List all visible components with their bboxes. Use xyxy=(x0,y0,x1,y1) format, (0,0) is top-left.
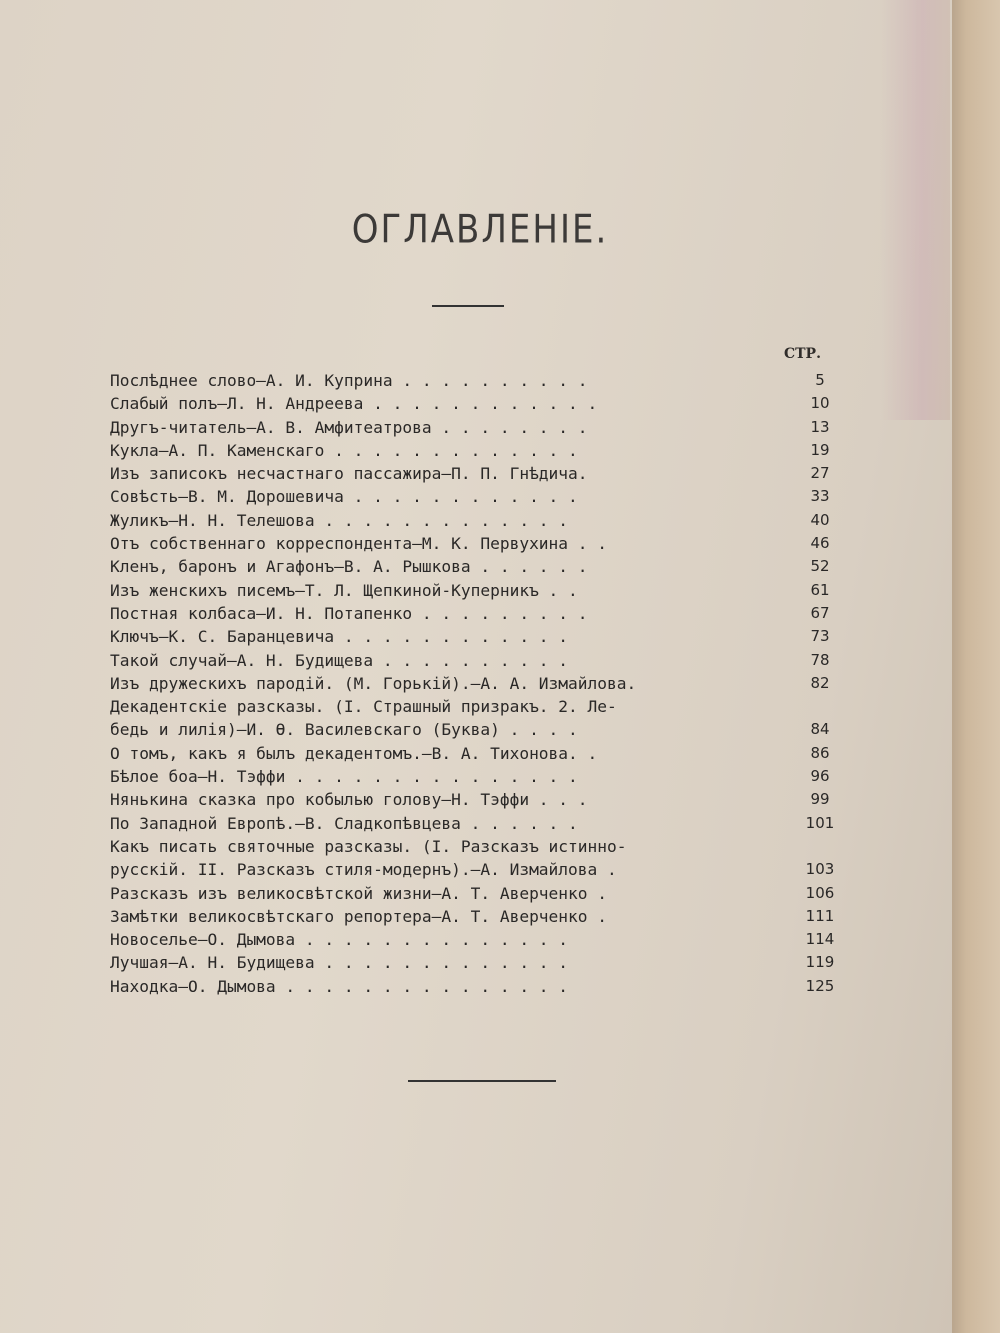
toc-entry-title: Бѣлое боа—Н. Тэффи . . . . . . . . . . . . . . . xyxy=(110,767,578,787)
toc-entry xyxy=(110,439,850,462)
toc-entry xyxy=(110,718,850,741)
toc-entry-page: 86 xyxy=(810,743,830,762)
toc-entry xyxy=(110,765,850,788)
toc-entry-page: 10 xyxy=(810,394,830,413)
toc-entry xyxy=(110,858,850,881)
toc-entry-page: 27 xyxy=(810,464,830,483)
toc-entry-page: 61 xyxy=(810,580,830,599)
toc-entry-title: Жуликъ—Н. Н. Телешова . . . . . . . . . . . . . xyxy=(110,510,569,530)
toc-entry xyxy=(110,672,850,695)
toc-entry xyxy=(110,369,850,392)
page-edge xyxy=(952,0,1000,1333)
toc-entry xyxy=(110,928,850,951)
toc-entry-title: Послѣднее слово—А. И. Куприна . . . . . . . . . . xyxy=(110,371,588,390)
table-of-contents xyxy=(110,369,850,998)
toc-entry-page: 96 xyxy=(810,767,830,786)
toc-entry-page: 103 xyxy=(805,860,835,879)
toc-entry-page: 5 xyxy=(815,371,825,389)
toc-entry-title: Изъ дружескихъ пародій. (М. Горькій).—А. А. Измайлова. xyxy=(110,673,637,693)
toc-entry-title: русскій. II. Разсказъ стиля-модернъ).—А. Измайлова . xyxy=(110,860,617,880)
toc-entry-title: Кленъ, баронъ и Агафонъ—В. А. Рышкова . . . . . . xyxy=(110,557,588,577)
toc-entry xyxy=(110,392,850,415)
toc-entry xyxy=(110,416,850,439)
toc-entry xyxy=(110,951,850,974)
toc-entry xyxy=(110,462,850,485)
page-stain xyxy=(880,0,950,420)
toc-entry xyxy=(110,812,850,835)
toc-entry xyxy=(110,882,850,905)
toc-entry-title: О томъ, какъ я былъ декадентомъ.—В. А. Тихонова. . xyxy=(110,743,598,763)
toc-entry-title: По Западной Европѣ.—В. Сладкопѣвцева . . . . . . xyxy=(110,813,578,833)
toc-entry xyxy=(110,905,850,928)
toc-entry-page: 13 xyxy=(810,417,830,436)
toc-entry-page: 114 xyxy=(805,930,835,949)
toc-entry-title: Нянькина сказка про кобылью голову—Н. Тэффи . . . xyxy=(110,790,588,810)
toc-entry-page: 52 xyxy=(810,557,830,576)
toc-entry xyxy=(110,509,850,532)
toc-entry-title: Другъ-читатель—А. В. Амфитеатрова . . . . . . . . xyxy=(110,417,588,437)
toc-entry-page: 46 xyxy=(810,534,830,553)
toc-entry-page: 119 xyxy=(805,953,835,972)
toc-entry-title: Находка—О. Дымова . . . . . . . . . . . . . . . xyxy=(110,976,569,996)
toc-entry-title: Кукла—А. П. Каменскаго . . . . . . . . . . . . . xyxy=(110,440,578,460)
toc-entry-page: 82 xyxy=(810,673,830,692)
toc-entry-page: 67 xyxy=(810,603,830,622)
page-title: ОГЛАВЛЕНІЕ. xyxy=(351,207,609,253)
toc-entry-title: Какъ писать святочные разсказы. (I. Разсказъ истинно- xyxy=(110,836,627,856)
toc-entry-page: 40 xyxy=(810,510,830,529)
toc-entry-title: Такой случай—А. Н. Будищева . . . . . . . . . . xyxy=(110,650,569,670)
toc-entry-page: 84 xyxy=(810,720,830,739)
toc-entry-title: Замѣтки великосвѣтскаго репортера—А. Т. Аверченко . xyxy=(110,906,608,926)
page-column-label: СТР. xyxy=(784,346,821,362)
toc-entry-page: 19 xyxy=(810,440,830,459)
toc-entry-title: Лучшая—А. Н. Будищева . . . . . . . . . . . . . xyxy=(110,953,569,973)
toc-entry xyxy=(110,649,850,672)
toc-entry-page: 73 xyxy=(810,627,830,646)
toc-entry xyxy=(110,602,850,625)
toc-entry xyxy=(110,788,850,811)
toc-entry xyxy=(110,835,850,858)
toc-entry xyxy=(110,485,850,508)
toc-entry-title: Декадентскіе разсказы. (I. Страшный призракъ. 2. Ле- xyxy=(110,697,617,717)
toc-entry-title: Изъ записокъ несчастнаго пассажира—П. П. Гнѣдича. xyxy=(110,464,588,484)
toc-entry-title: бедь и лилія)—И. Ѳ. Василевскаго (Буква) . . . . xyxy=(110,720,578,740)
toc-entry-page: 111 xyxy=(805,906,835,925)
toc-entry-page: 101 xyxy=(805,813,835,832)
toc-entry-title: Изъ женскихъ писемъ—Т. Л. Щепкиной-Куперникъ . . xyxy=(110,580,578,600)
toc-entry-page: 125 xyxy=(805,976,835,995)
toc-entry-title: Разсказъ изъ великосвѣтской жизни—А. Т. Аверченко . xyxy=(110,883,608,903)
toc-entry-title: Отъ собственнаго корреспондента—М. К. Первухина . . xyxy=(110,534,608,554)
end-divider xyxy=(408,1080,556,1082)
toc-entry xyxy=(110,555,850,578)
toc-entry xyxy=(110,975,850,998)
toc-entry-page: 33 xyxy=(810,487,830,506)
toc-entry-title: Новоселье—О. Дымова . . . . . . . . . . . . . . xyxy=(110,930,569,950)
toc-entry-title: Постная колбаса—И. Н. Потапенко . . . . . . . . . xyxy=(110,603,588,623)
toc-entry xyxy=(110,532,850,555)
toc-entry xyxy=(110,742,850,765)
toc-entry-page: 78 xyxy=(810,650,830,669)
toc-entry xyxy=(110,625,850,648)
toc-entry-page: 99 xyxy=(810,790,830,809)
toc-entry-title: Слабый полъ—Л. Н. Андреева . . . . . . . . . . . . xyxy=(110,394,598,414)
toc-entry xyxy=(110,695,850,718)
title-divider xyxy=(432,305,504,307)
toc-entry-page: 106 xyxy=(805,883,835,902)
toc-entry xyxy=(110,579,850,602)
toc-entry-title: Совѣсть—В. М. Дорошевича . . . . . . . . . . . . xyxy=(110,487,578,507)
toc-entry-title: Ключъ—К. С. Баранцевича . . . . . . . . . . . . xyxy=(110,627,569,647)
